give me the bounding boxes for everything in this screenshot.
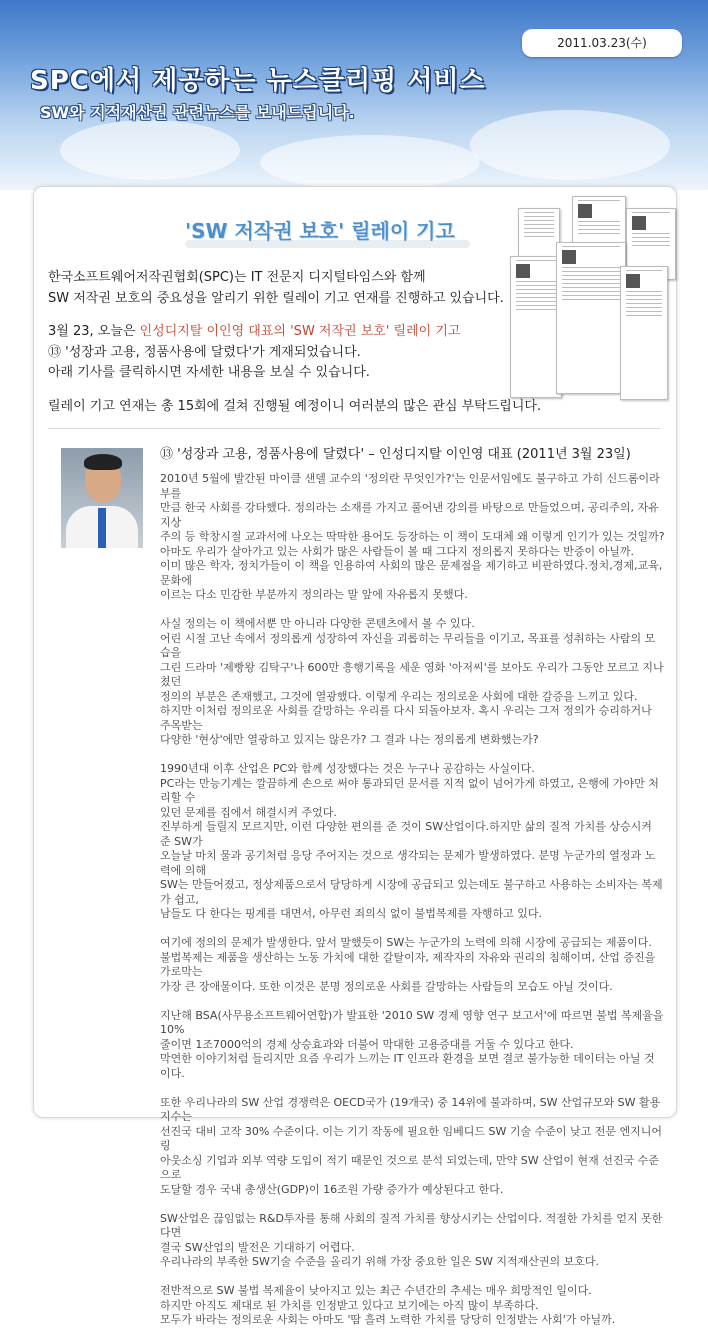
- author-photo: [61, 448, 143, 548]
- header-banner: [0, 0, 708, 190]
- clipping: [620, 266, 668, 400]
- article-heading-link[interactable]: ⑬ '성장과 고용, 정품사용에 달렸다' – 인성디지탈 이인영 대표 (2011년 3월 23일): [160, 447, 631, 462]
- newspaper-clippings-image[interactable]: [508, 196, 668, 401]
- intro-line: 한국소프트웨어저작권협회(SPC)는 IT 전문지 디지털타임스와 함께: [48, 270, 426, 285]
- article-paragraph: 지난해 BSA(사무용소프트웨어연합)가 발표한 '2010 SW 경제 영향 연구 보고서'에 따르면 불법 복제율을 10% 줄이면 1조7000억의 경제 상승효과와 더불어 막대한 고용증대를 거둘 수 있다고 한다. 막연한 이야기처럼 들리지만 요즘 우리가 느끼는 IT 인프라 환경을 보면 결코 불가능한 데이터는 아닐 것이다.: [160, 1008, 664, 1080]
- banner-subtitle: SW와 지적재산권 관련뉴스를 보내드립니다.: [40, 103, 355, 122]
- clipping: [510, 256, 562, 398]
- highlight-text: 인성디지탈 이인영 대표의 'SW 저작권 보호' 릴레이 기고: [139, 324, 461, 339]
- banner-title: SPC에서 제공하는 뉴스클리핑 서비스: [30, 66, 486, 96]
- intro-line: [48, 320, 460, 339]
- cloud-decoration: [60, 120, 240, 180]
- intro-line: 릴레이 기고 연재는 총 15회에 걸쳐 진행될 예정이니 여러분의 많은 관심 부탁드립니다.: [48, 399, 542, 414]
- cloud-decoration: [260, 135, 480, 190]
- article-paragraph: 여기에 정의의 문제가 발생한다. 앞서 말했듯이 SW는 누군가의 노력에 의해 시장에 공급되는 제품이다. 불법복제는 제품을 생산하는 노동 가치에 대한 갈탈이자, 제작자의 자유와 권리의 침해이며, 산업 증진을 가로막는 가장 큰 장애물이다. 또한 이것은 분명 정의로운 사회를 갈망하는 사람들의 모습도 아닐 것이다.: [160, 936, 656, 993]
- article-paragraph: 전반적으로 SW 불법 복제율이 낮아지고 있는 최근 수년간의 추세는 매우 희망적인 일이다. 하지만 아직도 제대로 된 가치를 인정받고 있다고 보기에는 아직 많이 부족하다. 모두가 바라는 정의로운 사회는 아마도 '땀 흘려 노력한 가치를 당당히 인정받는 사회'가 아닐까.: [160, 1284, 616, 1326]
- intro-text: 3월 23, 오늘은: [48, 324, 140, 339]
- article-paragraph: 2010년 5월에 발간된 마이클 샌델 교수의 '정의란 무엇인가?'는 인문서임에도 불구하고 가히 신드롬이라 부를 만큼 한국 사회를 강타했다. 정의라는 소재를 가지고 풀어낸 강의를 바탕으로 만들었으며, 공리주의, 자유지상 주의 등 학창시절 교과서에 나오는 딱딱한 용어도 등장하는 이 책이 도대체 왜 이렇게 인기가 있는 것일까? 아마도 우리가 살아가고 있는 사회가 많은 사람들이 볼 때 그다지 정의롭지 못하다는 반증이 아닐까. 이미 많은 학자, 정치가들이 이 책을 인용하여 사회의 많은 문제점을 제기하고 비판하였다.정치,경제,교육,문화에 이르는 다소 민감한 부분까지 정의라는 말 앞에 자유롭지 못했다.: [160, 472, 665, 601]
- article-paragraph: 1990년대 이후 산업은 PC와 함께 성장했다는 것은 누구나 공감하는 사실이다. PC라는 만능기계는 깔끔하게 손으로 써야 통과되던 문서를 지적 없이 넘어가게 하였고, 은행에 가야만 처리할 수 있던 문제를 집에서 해결시켜 주었다. 진부하게 들릴지 모르지만, 이런 다양한 편의를 준 것이 SW산업이다.하지만 삶의 질적 가치를 상승시켜 준 SW가 오늘날 마치 물과 공기처럼 응당 주어지는 것으로 생각되는 문제가 발생하였다. 분명 누군가의 열정과 노력에 의해 SW는 만들어졌고, 정상제품으로서 당당하게 시장에 공급되고 있는데도 불구하고 사용하는 소비자는 복제가 쉽고, 남들도 다 한다는 핑계를 대면서, 아무런 죄의식 없이 불법복제를 자행하고 있다.: [160, 762, 663, 920]
- divider: [48, 428, 660, 429]
- intro-line: 아래 기사를 클릭하시면 자세한 내용을 보실 수 있습니다.: [48, 365, 370, 380]
- intro-line: ⑬ '성장과 고용, 정품사용에 달렸다'가 게재되었습니다.: [48, 345, 361, 360]
- article-paragraph: 사실 정의는 이 책에서뿐 만 아니라 다양한 콘텐츠에서 볼 수 있다. 어린 시절 고난 속에서 정의롭게 성장하여 자신을 괴롭히는 무리들을 이기고, 목표를 성취하는 사람의 모습을 그린 드라마 '제빵왕 김탁구'나 600만 흥행기록을 세운 영화 '아저씨'를 보아도 우리가 그동안 모르고 지나쳤던 정의의 부분은 존재했고, 그것에 열광했다. 이렇게 우리는 정의로운 사회에 대한 갈증을 느끼고 있다. 하지만 이처럼 정의로운 사회를 갈망하는 우리를 다시 되돌아보자. 혹시 우리는 그저 정의가 승리하거나 주목받는 다양한 '현상'에만 열광하고 있지는 않은가? 그 결과 나는 정의롭게 변화했는가?: [160, 617, 664, 746]
- cloud-decoration: [470, 110, 670, 180]
- article-paragraph: SW산업은 끊임없는 R&D투자를 통해 사회의 질적 가치를 향상시키는 산업이다. 적절한 가치를 얻지 못한다면 결국 SW산업의 발전은 기대하기 어렵다. 우리나라의 부족한 SW기술 수준을 올리기 위해 가장 중요한 일은 SW 지적재산권의 보호다.: [160, 1211, 663, 1268]
- relay-title: 'SW 저작권 보호' 릴레이 기고: [185, 219, 455, 243]
- article-paragraph: 또한 우리나라의 SW 산업 경쟁력은 OECD국가 (19개국) 중 14위에 불과하며, SW 산업규모와 SW 활용 지수는 선진국 대비 고작 30% 수준이다. 이는 기기 작동에 필요한 임베디드 SW 기술 수준이 낮고 전문 엔지니어링 아웃소싱 기업과 외부 역량 도입이 적기 때문인 것으로 분석 되었는데, 만약 SW 산업이 현재 선진국 수준으로 도달할 경우 국내 총생산(GDP)이 16조원 가량 증가가 예상된다고 한다.: [160, 1095, 663, 1196]
- clipping: [556, 242, 626, 394]
- article-body: [160, 472, 665, 1342]
- intro-line: SW 저작권 보호의 중요성을 알리기 위한 릴레이 기고 연재를 진행하고 있습니다.: [48, 291, 504, 306]
- date-badge: 2011.03.23(수): [522, 29, 682, 57]
